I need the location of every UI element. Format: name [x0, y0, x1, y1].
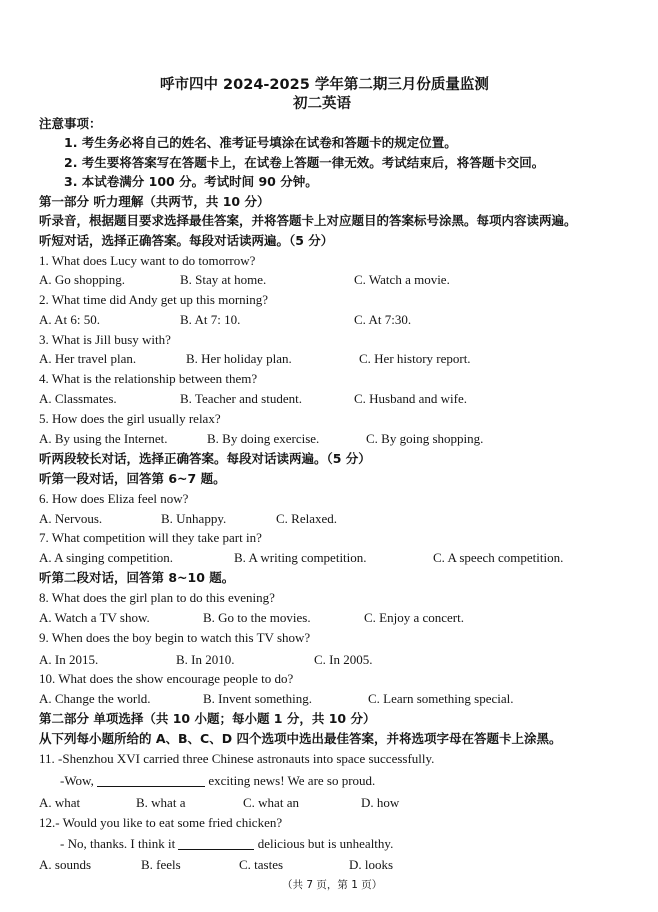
option-c: C. tastes [239, 857, 284, 872]
option-a: A. At 6: 50. [39, 312, 101, 327]
option-c: C. In 2005. [314, 652, 373, 667]
notice-item: 2. 考生要将答案写在答题卡上，在试卷上答题一律无效。考试结束后，将答题卡交回。 [64, 155, 545, 170]
option-a: A. By using the Internet. [39, 431, 168, 446]
option-b: B. Stay at home. [180, 272, 267, 287]
option-c: C. Watch a movie. [354, 272, 450, 287]
question-stem: 7. What competition will they take part in? [39, 530, 262, 545]
question-stem-blank-line [60, 773, 375, 789]
option-a: A. Change the world. [39, 691, 151, 706]
option-a: A. sounds [39, 857, 92, 872]
question-stem: 5. How does the girl usually relax? [39, 411, 221, 426]
dialog1-instruction: 听第一段对话，回答第 6~7 题。 [39, 471, 226, 486]
option-d: D. how [361, 795, 400, 810]
exam-title: 呼市四中 2024-2025 学年第二期三月份质量监测 [160, 77, 489, 93]
part1-heading: 第一部分 听力理解（共两节，共 10 分） [39, 194, 270, 209]
option-a: A. A singing competition. [39, 550, 173, 565]
exam-subject: 初二英语 [293, 96, 351, 112]
page-footer: （共 7 页，第 1 页） [282, 879, 383, 891]
option-c: C. A speech competition. [433, 550, 564, 565]
option-a: A. Nervous. [39, 511, 103, 526]
answer-blank [178, 837, 254, 850]
answer-blank [97, 774, 205, 787]
option-c: C. Relaxed. [276, 511, 338, 526]
option-a: A. Watch a TV show. [39, 610, 150, 625]
stem-text: delicious but is unhealthy. [257, 836, 394, 851]
option-b: B. A writing competition. [234, 550, 367, 565]
notice-heading: 注意事项： [39, 116, 102, 131]
section2-instruction: 听两段较长对话，选择正确答案。每段对话读两遍。（5 分） [39, 451, 371, 466]
option-c: C. Her history report. [359, 351, 471, 366]
option-a: A. Classmates. [39, 391, 117, 406]
option-b: B. Teacher and student. [180, 391, 302, 406]
question-stem: 3. What is Jill busy with? [39, 332, 171, 347]
question-stem: 10. What does the show encourage people to do? [39, 671, 294, 686]
option-c: C. what an [243, 795, 299, 810]
option-b: B. By doing exercise. [207, 431, 320, 446]
stem-text: -Wow, [60, 773, 94, 788]
option-a: A. Her travel plan. [39, 351, 137, 366]
part2-instruction: 从下列每小题所给的 A、B、C、D 四个选项中选出最佳答案，并将选项字母在答题卡上涂黑。 [39, 731, 562, 746]
option-c: C. By going shopping. [366, 431, 484, 446]
notice-item: 3. 本试卷满分 100 分。考试时间 90 分钟。 [64, 174, 318, 189]
option-c: C. At 7:30. [354, 312, 412, 327]
part1-instruction: 听录音，根据题目要求选择最佳答案，并将答题卡上对应题目的答案标号涂黑。每项内容读两遍。 [39, 213, 577, 228]
option-b: B. Unhappy. [161, 511, 227, 526]
option-a: A. Go shopping. [39, 272, 125, 287]
option-b: B. feels [141, 857, 181, 872]
question-stem: 9. When does the boy begin to watch this TV show? [39, 630, 311, 645]
option-d: D. looks [349, 857, 394, 872]
part2-heading: 第二部分 单项选择（共 10 小题；每小题 1 分，共 10 分） [39, 711, 376, 726]
option-b: B. what a [136, 795, 186, 810]
notice-item: 1. 考生务必将自己的姓名、准考证号填涂在试卷和答题卡的规定位置。 [64, 135, 457, 150]
question-stem: 11. -Shenzhou XVI carried three Chinese astronauts into space successfully. [39, 751, 435, 766]
question-stem: 2. What time did Andy get up this morning? [39, 292, 269, 307]
option-c: C. Learn something special. [368, 691, 514, 706]
option-b: B. Go to the movies. [203, 610, 311, 625]
section1-instruction: 听短对话，选择正确答案。每段对话读两遍。（5 分） [39, 233, 334, 248]
option-b: B. In 2010. [176, 652, 235, 667]
option-b: B. At 7: 10. [180, 312, 241, 327]
question-stem: 8. What does the girl plan to do this evening? [39, 590, 275, 605]
question-stem: 1. What does Lucy want to do tomorrow? [39, 253, 256, 268]
option-b: B. Invent something. [203, 691, 313, 706]
stem-text: - No, thanks. I think it [60, 836, 176, 851]
option-c: C. Husband and wife. [354, 391, 468, 406]
option-a: A. what [39, 795, 81, 810]
stem-text: exciting news! We are so proud. [208, 773, 376, 788]
option-c: C. Enjoy a concert. [364, 610, 464, 625]
option-b: B. Her holiday plan. [186, 351, 292, 366]
question-stem: 12.- Would you like to eat some fried chicken? [39, 815, 283, 830]
question-stem-blank-line [60, 836, 393, 852]
question-stem: 6. How does Eliza feel now? [39, 491, 189, 506]
dialog2-instruction: 听第二段对话，回答第 8~10 题。 [39, 570, 235, 585]
option-a: A. In 2015. [39, 652, 99, 667]
question-stem: 4. What is the relationship between them? [39, 371, 258, 386]
